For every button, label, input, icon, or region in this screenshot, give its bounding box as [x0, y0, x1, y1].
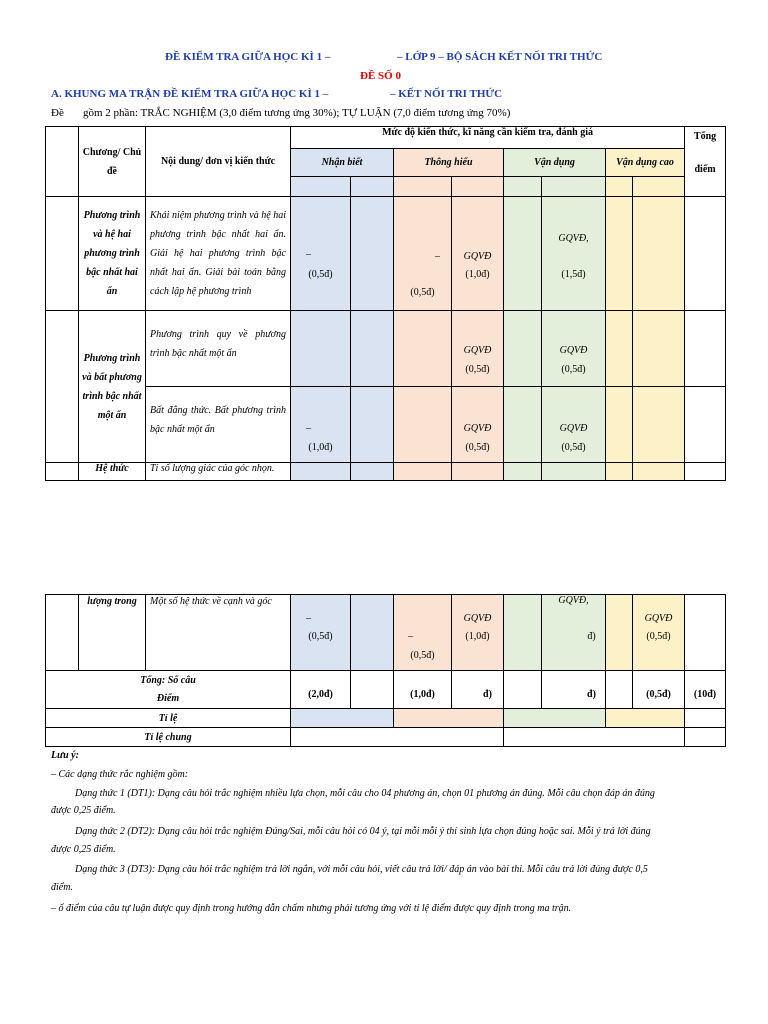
intro-text: gồm 2 phần: TRẮC NGHIỆM (3,0 điểm tương ứng 30%); TỰ LUẬN (7,0 điểm tương ứng 70%): [83, 107, 511, 119]
gqvd-label: GQVĐ: [644, 613, 673, 624]
section-a-title-left: A. KHUNG MA TRẬN ĐỀ KIỂM TRA GIỮA HỌC KÌ 1 –: [51, 88, 329, 100]
th-cell: [394, 197, 452, 311]
ti-le-total: [685, 709, 726, 728]
chapter-cell: Phương trình và bất phương trình bậc nhất một ẩn: [79, 311, 146, 463]
th-cell: [394, 387, 452, 463]
dash-mark: –: [306, 249, 311, 260]
score-label: (0,5đ): [410, 287, 435, 298]
ti-le-th: [394, 709, 504, 728]
total-cell: [685, 463, 726, 481]
th-cell: [452, 463, 504, 481]
total-cell: [685, 311, 726, 387]
vd-cell: [504, 387, 542, 463]
score-label: (0,5đ): [410, 650, 435, 661]
level-nhan-biet: Nhận biết: [291, 149, 394, 177]
content-cell: Phương trình quy về phương trình bậc nhất một ẩn: [146, 311, 291, 387]
ti-le-chung-right: [504, 728, 685, 747]
th-cell: [452, 311, 504, 387]
nb-cell: [291, 197, 351, 311]
score-label: (1,0đ): [308, 442, 333, 453]
doc-title-left: ĐỀ KIỂM TRA GIỮA HỌC KÌ 1 –: [165, 51, 331, 63]
score-fragment: đ): [587, 631, 596, 642]
level-van-dung-cao: Vận dụng cao: [606, 149, 685, 177]
score-label: (0,5đ): [561, 364, 586, 375]
stt-cell: [46, 311, 79, 463]
dash-mark: –: [435, 251, 440, 262]
sub-cell: [452, 177, 504, 197]
sub-cell: [291, 177, 351, 197]
ti-le-chung-total: [685, 728, 726, 747]
vc-cell: [633, 197, 685, 311]
note-types-intro: – Các dạng thức rắc nghiệm gồm:: [51, 769, 189, 780]
dash-mark: –: [306, 613, 311, 624]
ti-le-nb: [291, 709, 394, 728]
grand-total-points: (10đ): [693, 689, 717, 700]
th2-points: đ): [483, 689, 492, 700]
total-cell: [685, 595, 726, 671]
chapter-cell: Hệ thức: [79, 463, 146, 481]
note-dt1-line1: Dạng thức 1 (DT1): Dạng câu hỏi trắc nghiệm nhiều lựa chọn, mỗi câu cho 04 phương án, chọn 01 phương án đúng. Mỗi câu chọn đáp án đúng: [75, 788, 655, 799]
dash-mark: –: [306, 423, 311, 434]
nb-cell: [291, 463, 351, 481]
sub-cell: [633, 177, 685, 197]
content-cell: Khái niệm phương trình và hệ hai phương trình bậc nhất hai ẩn. Giải hệ hai phương trình bậc nhất hai ẩn. Giải bài toán bằng cách lập hệ phương trình: [146, 197, 291, 311]
nb-cell: [291, 311, 351, 387]
th2-total: [452, 671, 504, 709]
tong-so-cau-label: Tổng: Số câu: [140, 674, 196, 686]
chapter-cell: lượng trong: [79, 595, 146, 671]
gqvd-label: GQVĐ,: [558, 595, 589, 606]
chapter-cell: Phương trình và hệ hai phương trình bậc nhất hai ẩn: [79, 197, 146, 311]
total-label-cell: [46, 671, 291, 709]
gqvd-label: GQVĐ: [463, 613, 492, 624]
sub-cell: [351, 177, 394, 197]
nb-cell: [351, 463, 394, 481]
section-a-title-right: – KẾT NỐI TRI THỨC: [390, 88, 503, 100]
level-thong-hieu: Thông hiểu: [394, 149, 504, 177]
nb-cell: [351, 387, 394, 463]
vd-cell: [504, 197, 542, 311]
score-label: (0,5đ): [308, 269, 333, 280]
vc-cell: [606, 311, 633, 387]
vd-cell: [542, 595, 606, 671]
chapter-header: Chương/ Chủ đề: [79, 127, 146, 197]
total-header: [685, 127, 726, 197]
vd-cell: [504, 595, 542, 671]
score-label: (1,0đ): [465, 631, 490, 642]
stt-cell: [46, 197, 79, 311]
note-dt3-line1: Dạng thức 3 (DT3): Dạng câu hỏi trắc nghiệm trả lời ngắn, với mỗi câu hỏi, viết câu trả lời/ đáp án vào bài thi. Mỗi câu trả lời đúng được 0,5: [75, 864, 648, 875]
gqvd-label: GQVĐ: [463, 251, 492, 262]
ti-le-chung-left: [291, 728, 504, 747]
score-label: (0,5đ): [465, 364, 490, 375]
total-header-line1: Tổng: [693, 131, 717, 142]
matrix-table-top: [45, 126, 726, 481]
level-van-dung: Vận dụng: [504, 149, 606, 177]
vc-cell: [606, 595, 633, 671]
vd-cell: [542, 463, 606, 481]
score-label: (0,5đ): [308, 631, 333, 642]
gqvd-label: GQVĐ: [463, 345, 492, 356]
nb-total: [291, 671, 351, 709]
note-dt2-line2: được 0,25 điểm.: [51, 844, 116, 855]
vc-cell: [633, 595, 685, 671]
empty-cell: [351, 671, 394, 709]
score-label: (0,5đ): [646, 631, 671, 642]
empty-cell: [606, 671, 633, 709]
content-cell: Tỉ số lượng giác của góc nhọn.: [146, 463, 291, 481]
note-dt1-line2: được 0,25 điểm.: [51, 805, 116, 816]
sub-cell: [504, 177, 542, 197]
doc-title-right: – LỚP 9 – BỘ SÁCH KẾT NỐI TRI THỨC: [397, 51, 603, 63]
content-cell: Một số hệ thức về cạnh và góc: [146, 595, 291, 671]
sub-cell: [542, 177, 606, 197]
vd2-points: đ): [587, 689, 596, 700]
score-label: (0,5đ): [465, 442, 490, 453]
stt-header: [46, 127, 79, 197]
th-total: [394, 671, 452, 709]
total-header-line2: điểm: [694, 164, 716, 175]
content-header: Nội dung/ đơn vị kiến thức: [146, 127, 291, 197]
sub-cell: [606, 177, 633, 197]
matrix-table-bottom: [45, 594, 726, 747]
content-cell: Bất đẳng thức. Bất phương trình bậc nhất một ẩn: [146, 387, 291, 463]
note-title: Lưu ý:: [51, 750, 79, 761]
stt-cell: [46, 463, 79, 481]
vc-cell: [606, 387, 633, 463]
nb-cell: [351, 197, 394, 311]
diem-label: Điểm: [156, 692, 180, 704]
total-cell: [685, 197, 726, 311]
vc-cell: [633, 311, 685, 387]
sub-cell: [394, 177, 452, 197]
th-cell: [394, 595, 452, 671]
ti-le-vc: [606, 709, 685, 728]
stt-cell: [46, 595, 79, 671]
th-points: (1,0đ): [410, 689, 435, 700]
total-cell: [685, 387, 726, 463]
vd2-total: [542, 671, 606, 709]
nb-cell: [291, 595, 351, 671]
levels-header: Mức độ kiến thức, kĩ năng cần kiểm tra, đánh giá: [291, 127, 685, 149]
empty-cell: [504, 671, 542, 709]
exam-number: ĐỀ SỐ 0: [360, 70, 401, 82]
vc-cell: [606, 197, 633, 311]
vd-cell: [542, 387, 606, 463]
vc-cell: [633, 387, 685, 463]
score-label: (0,5đ): [561, 442, 586, 453]
nb-cell: [291, 387, 351, 463]
ti-le-label: Tỉ lệ: [46, 709, 291, 728]
vd-cell: [504, 311, 542, 387]
note-dt3-line2: điểm.: [51, 882, 73, 893]
ti-le-chung-label: Tỉ lệ chung: [46, 728, 291, 747]
note-dt2-line1: Dạng thức 2 (DT2): Dạng câu hỏi trắc nghiệm Đúng/Sai, mỗi câu hỏi có 04 ý, tại mỗi mỗi ý thí sinh lựa chọn đúng hoặc sai. Mỗi ý trả lời đúng: [75, 826, 651, 837]
nb-cell: [351, 311, 394, 387]
score-label: (1,0đ): [465, 269, 490, 280]
th-cell: [394, 463, 452, 481]
dash-mark: –: [408, 631, 413, 642]
vd-cell: [504, 463, 542, 481]
vd-cell: [542, 311, 606, 387]
vc-cell: [633, 463, 685, 481]
nb-points: (2,0đ): [308, 689, 333, 700]
ti-le-vd: [504, 709, 606, 728]
vd-cell: [542, 197, 606, 311]
vc-cell: [606, 463, 633, 481]
th-cell: [452, 387, 504, 463]
vc2-total: [633, 671, 685, 709]
th-cell: [452, 197, 504, 311]
th-cell: [452, 595, 504, 671]
gqvd-label: GQVĐ: [559, 423, 588, 434]
vc2-points: (0,5đ): [646, 689, 671, 700]
note-essay-points: – ố điểm của câu tự luận được quy định trong hướng dẫn chấm nhưng phải tương ứng với tỉ lệ điểm được quy định trong ma trận.: [51, 903, 572, 914]
intro-de: Đề: [51, 107, 64, 119]
score-label: (1,5đ): [561, 269, 586, 280]
gqvd-label: GQVĐ,: [558, 233, 589, 244]
gqvd-label: GQVĐ: [559, 345, 588, 356]
th-cell: [394, 311, 452, 387]
gqvd-label: GQVĐ: [463, 423, 492, 434]
grand-total: [685, 671, 726, 709]
